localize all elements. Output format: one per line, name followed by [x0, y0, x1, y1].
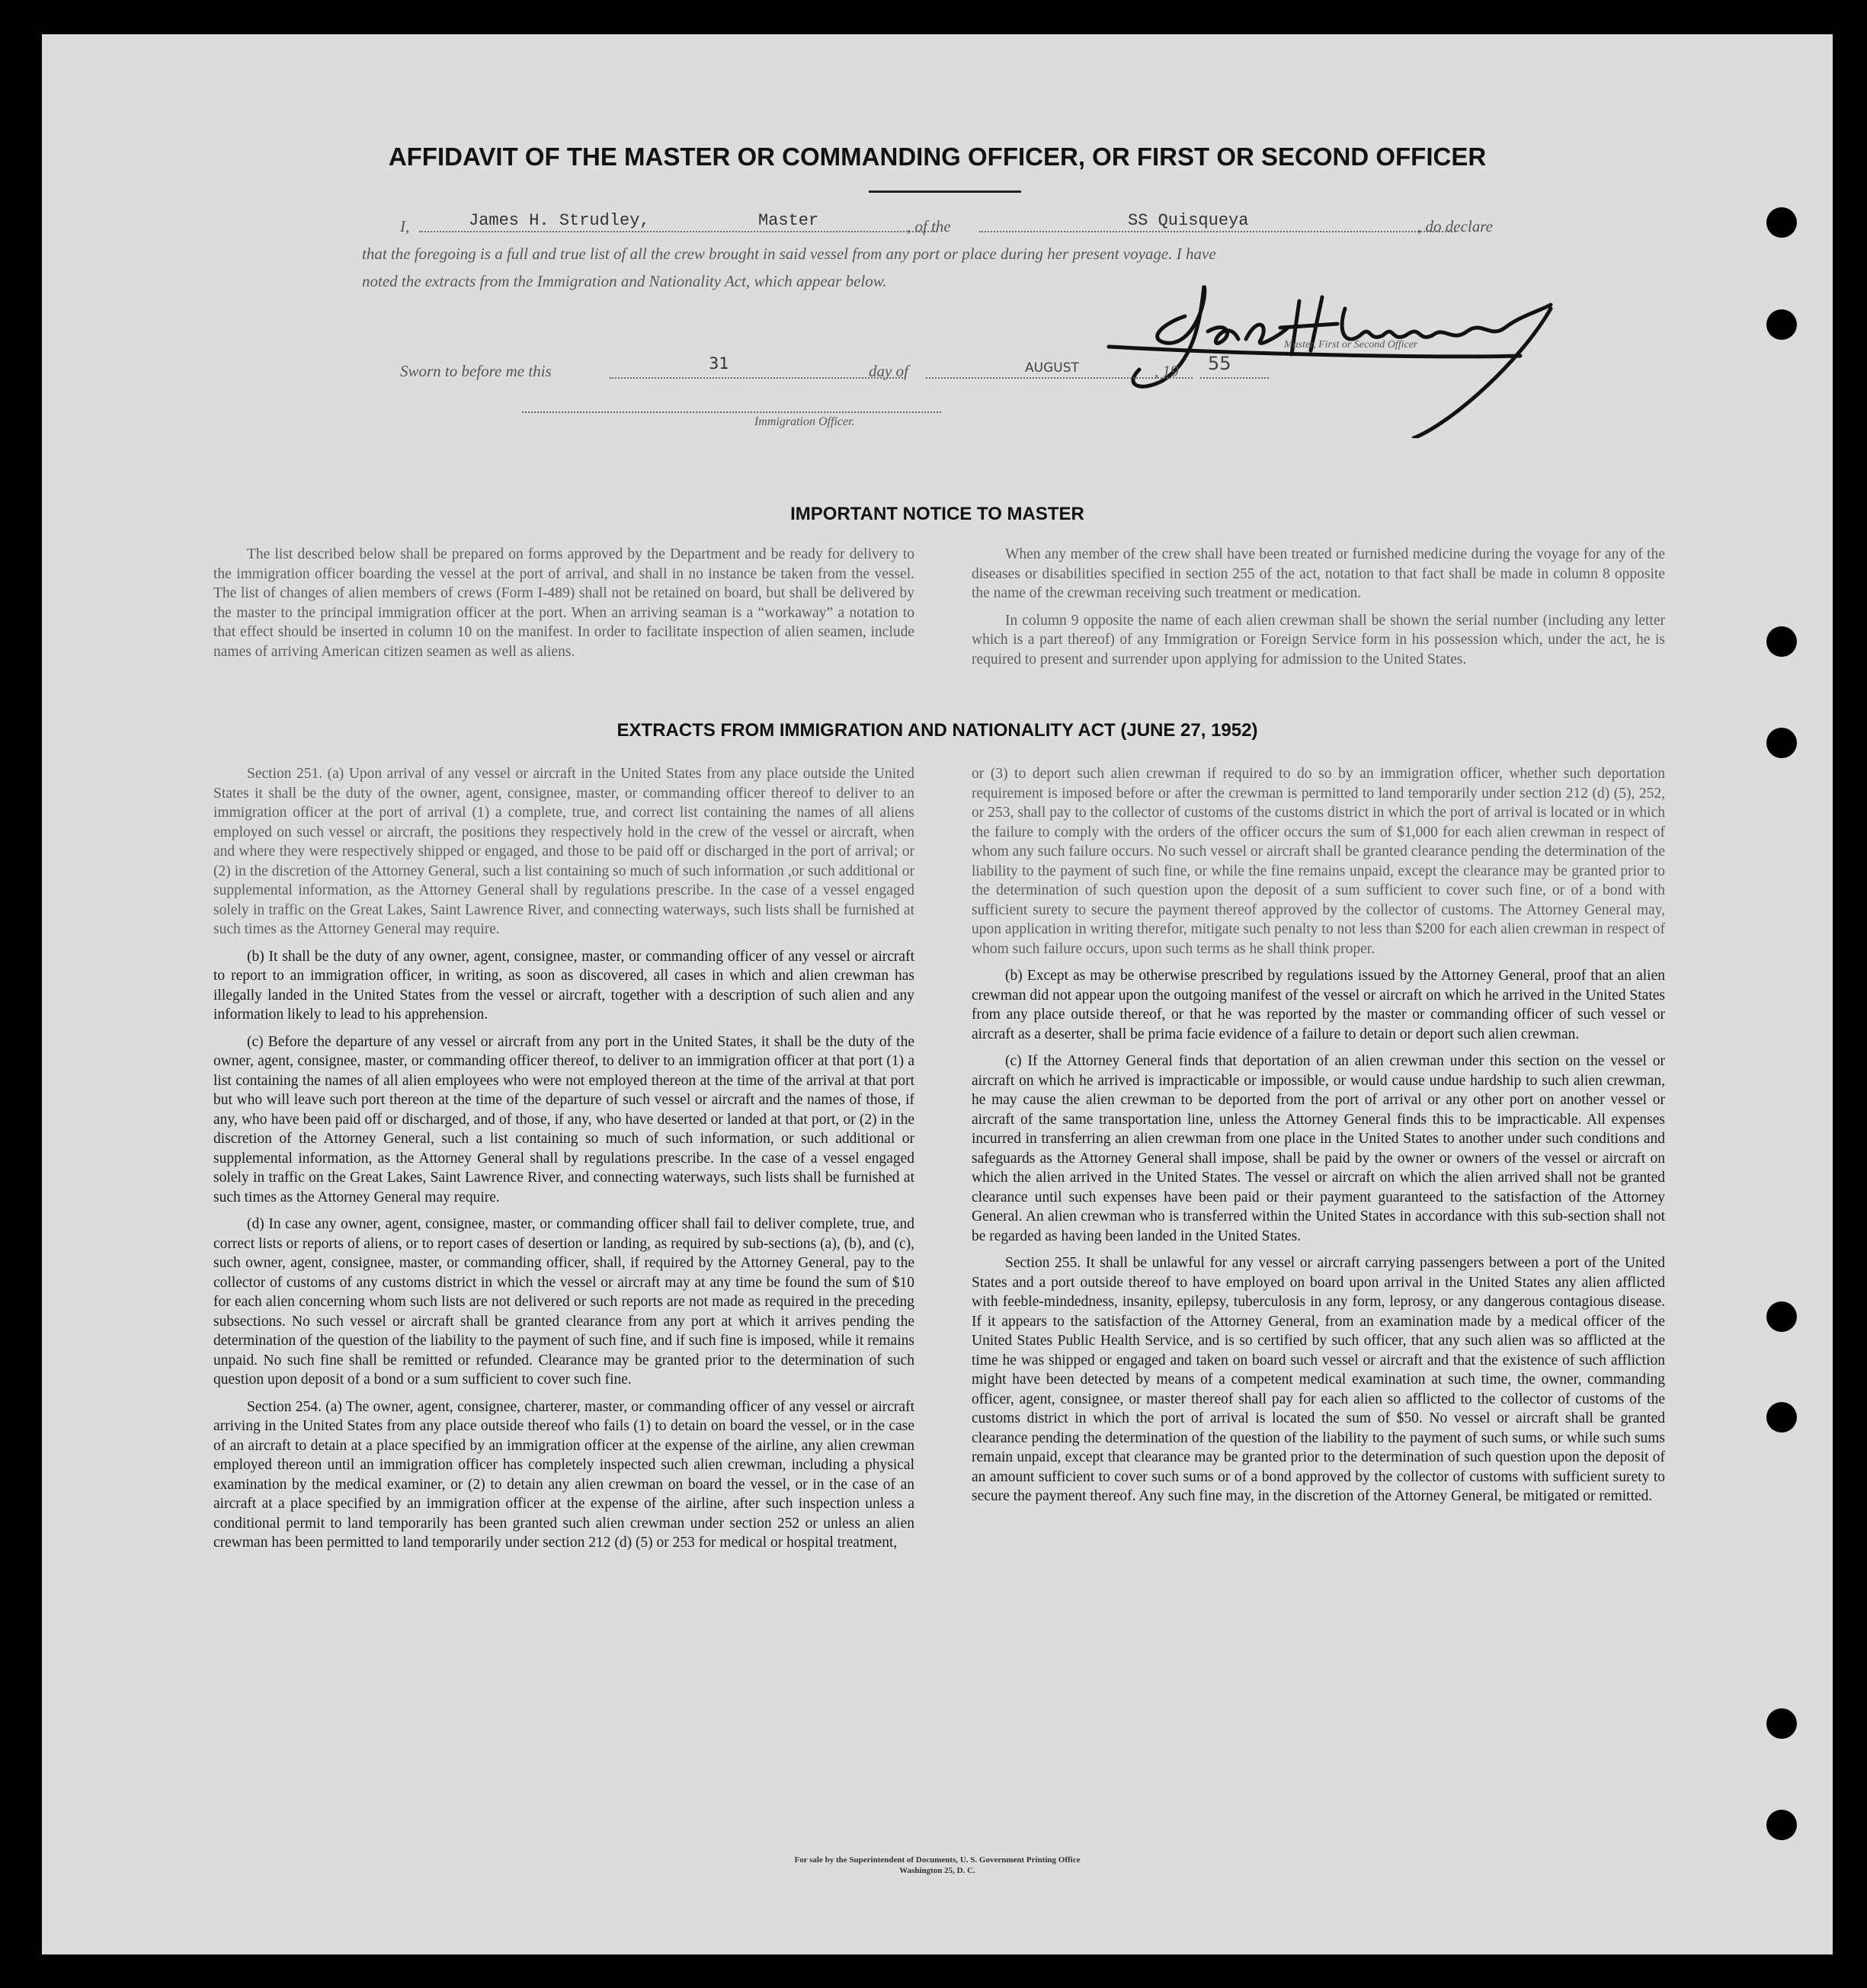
binder-hole [1766, 1301, 1797, 1332]
notice-right-column [972, 545, 1665, 677]
footer-line-1: For sale by the Superintendent of Documents, U. S. Government Printing Office [794, 1855, 1081, 1865]
vessel-line [979, 231, 1455, 232]
document-page [42, 34, 1833, 1954]
section-254-b: (b) Except as may be otherwise prescribed by regulations issued by the Attorney General, proof that an alien crewman did not appear upon the outgoing manifest of the vessel or aircraft on which he arrived in the United States from any place outside thereof, or that he was reported by the master or commanding officer of such vessel or aircraft as a deserter, shall be prima facie evidence of a failure to detain or deport such alien crewman. [972, 968, 1665, 1042]
binder-hole [1766, 1810, 1797, 1840]
notice-title: IMPORTANT NOTICE TO MASTER [790, 504, 1084, 524]
section-251-a: Section 251. (a) Upon arrival of any vessel or aircraft in the United States from any place outside the United States it shall be the duty of the owner, agent, consignee, master, or commanding officer thereof to deliver to an immigration officer at the port of arrival (1) a complete, true, and correct list containing the names of all aliens employed on such vessel or aircraft, the positions they respectively hold in the crew of the vessel or aircraft, when and where they were respectively shipped or engaged, and those to be paid off or discharged in the port of arrival; or (2) in the discretion of the Attorney General, such a list containing so much of such information ,or such additional or supplemental information, as the Attorney General shall by regulations prescribe. In the case of a vessel engaged solely in traffic on the Great Lakes, Saint Lawrence River, and connecting waterways, such lists shall be furnished at such times as the Attorney General may require. [213, 766, 914, 937]
binder-hole [1766, 728, 1797, 758]
sworn-month-line [926, 377, 1193, 379]
declaration-line-2: noted the extracts from the Immigration and Nationality Act, which appear below. [362, 272, 887, 290]
master-name: James H. Strudley, [469, 211, 650, 230]
section-254-a-continued: or (3) to deport such alien crewman if required to do so by an immigration officer, whether such deportation requirement is imposed before or after the crewman is permitted to land temporarily under section 212 (d) (5), 252, or 253, shall pay to the collector of customs of the customs district in which the port of arrival is located or in which the failure to comply with the orders of the officer occurs the sum of $1,000 for each alien crewman in respect of whom any such failure occurs. No such vessel or aircraft shall be granted clearance pending the determination of the liability to the payment of such fine, or while the fine remains unpaid, except the clearance may be granted prior to the determination of such question upon the deposit of a sum sufficient to cover such fine, or of a bond with sufficient surety to secure the payment thereof approved by the collector of customs. The Attorney General may, upon application in writing therefor, mitigate such penalty to not less than $200 for each alien crewman in respect of whom such failure occurs, upon such terms as he shall think proper. [972, 766, 1665, 957]
vessel-name: SS Quisqueya [1128, 211, 1249, 230]
extracts-right-column [972, 764, 1665, 1514]
section-254-a: Section 254. (a) The owner, agent, consignee, charterer, master, or commanding officer of any vessel or aircraft arriving in the United States from any place outside thereof who fails (1) to detain on board the vessel, or in the case of an aircraft to detain at a place specified by an immigration officer at the expense of the airline, any alien crewman employed thereon until an immigration officer has completely inspected such alien crewman, including a physical examination by the medical examiner, or (2) to detain any alien crewman on board the vessel, or in the case of an aircraft at a place specified by an immigration officer at the expense of the airline, after such inspection unless a conditional permit to land temporarily has been granted such alien crewman under section 252 or unless an alien crewman has been permitted to land temporarily under section 212 (d) (5) or 253 for medical or hospital treatment, [213, 1398, 914, 1551]
footer-line-2: Washington 25, D. C. [899, 1866, 975, 1875]
section-251-b: (b) It shall be the duty of any owner, agent, consignee, master, or commanding officer of any vessel or aircraft to report to an immigration officer, in writing, as soon as discovered, all cases in which and alien crewman has illegally landed in the United States from the vessel or aircraft, together with a description of such alien and any information likely to lead to his apprehension. [213, 948, 914, 1023]
binder-hole [1766, 1708, 1797, 1739]
year-prefix: , 19 [1154, 362, 1179, 380]
master-rank: Master [758, 211, 819, 230]
section-251-d: (d) In case any owner, agent, consignee, master, or commanding officer shall fail to deliver complete, true, and correct lists or reports of aliens, or to report cases of desertion or landing, as required by sub-sections (a), (b), and (c), such owner, agent, consignee, master, or commanding officer, shall, if required by the Attorney General, pay to the collector of customs of any customs district in which the vessel or aircraft may at any time be found the sum of $10 for each alien concerning whom such lists are not delivered or such reports are not made as required in the preceding subsections. No such vessel or aircraft shall be granted clearance from any port at which it arrives pending the determination of the question of the liability to the payment of such fine, and if such fine is imposed, while it remains unpaid. No such fine shall be remitted or refunded. Clearance may be granted prior to the determination of such question upon deposit of a bond or a sum sufficient to cover such fine. [213, 1216, 914, 1388]
year-suffix: 55 [1208, 353, 1231, 374]
notice-left-column [213, 545, 914, 669]
do-declare-label: , do declare [1417, 217, 1493, 235]
name-line [419, 231, 937, 232]
sworn-month: AUGUST [1025, 360, 1079, 376]
binder-hole [1766, 207, 1797, 238]
binder-hole [1766, 626, 1797, 657]
notice-right-paragraph-1: When any member of the crew shall have been treated or furnished medicine during the voyage for any of the diseases or disabilities specified in section 255 of the act, notation to that fact shall be made in column 8 opposite the name of the crewman receiving such treatment or medication. [972, 546, 1665, 601]
of-the-label: , of the [907, 217, 951, 235]
signature-caption: Master, First or Second Officer [1284, 339, 1418, 351]
officer-line [522, 411, 941, 413]
binder-hole [1766, 1402, 1797, 1433]
officer-caption: Immigration Officer. [754, 415, 855, 428]
year-line [1200, 377, 1269, 379]
day-of-label: day of [869, 362, 908, 380]
sworn-day-line [610, 377, 903, 379]
section-254-c: (c) If the Attorney General finds that deportation of an alien crewman under this section on the vessel or aircraft on which he arrived is impracticable or impossible, or would cause undue hardship to such alien crewman, he may cause the alien crewman to be deported from the port of arrival or any other port on another vessel or aircraft of the same transportation line, unless the Attorney General finds this to be impracticable. All expenses incurred in transferring an alien crewman from one place in the United States to another under such conditions and safeguards as the Attorney General shall impose, shall be paid by the owner or owners of the vessel or aircraft on which the alien arrived in the United States. The vessel or aircraft on which the alien arrived shall not be granted clearance until such expenses have been paid or their payment guaranteed to the satisfaction of the Attorney General. An alien crewman who is transferred within the United States in accordance with this sub-section shall not be regarded as having been landed in the United States. [972, 1053, 1665, 1244]
pronoun-label: I, [400, 217, 410, 235]
extracts-left-column [213, 764, 914, 1561]
binder-hole [1766, 309, 1797, 340]
section-255: Section 255. It shall be unlawful for any vessel or aircraft carrying passengers between a port of the United States and a port outside thereof to have employed on board upon arrival in the United States any alien afflicted with feeble-mindedness, insanity, epilepsy, tuberculosis in any form, leprosy, or any dangerous contagious disease. If it appears to the satisfaction of the Attorney General, from an examination made by a medical officer of the United States Public Health Service, and is so certified by such officer, that any such alien was so afflicted at the time he was shipped or engaged and taken on board such vessel or aircraft and that the existence of such affliction might have been detected by means of a competent medical examination at such time, the owner, commanding officer, agent, consignee, or master thereof shall pay for each alien so afflicted to the collector of customs of the customs district in which the port of arrival is located the sum of $50. No vessel or aircraft shall be granted clearance pending the determination of the question of the liability to the payment of such sums, or while such sums remain unpaid, except that clearance may be granted prior to the determination of such question upon the deposit of an amount sufficient to cover such sums or of a bond approved by the collector of customs with sufficient surety to secure the payment thereof. Any such fine may, in the discretion of the Attorney General, be mitigated or remitted. [972, 1255, 1665, 1504]
master-signature [1094, 271, 1627, 438]
title-rule [869, 190, 1021, 193]
declaration-line-1: that the foregoing is a full and true list of all the crew brought in said vessel from any port or place during her present voyage. I have [362, 245, 1216, 263]
section-251-c: (c) Before the departure of any vessel or aircraft from any port in the United States, it shall be the duty of the owner, agent, consignee, master, or commanding officer thereof, to deliver to an immigration officer at that port (1) a list containing the names of all alien employees who were not employed thereon at the time of the arrival at that port but who will leave such port thereon at the time of the departure of such vessel or aircraft and the names of those, if any, who have been paid off or discharged, and of those, if any, who have deserted or landed at that port, or (2) in the discretion of the Attorney General, such a list containing so much of such information, or such additional or supplemental information, as the Attorney General shall by regulations prescribe. In the case of a vessel engaged solely in traffic on the Great Lakes, Saint Lawrence River, and connecting waterways, such lists shall be furnished at such times as the Attorney General may require. [213, 1033, 914, 1205]
extracts-title: EXTRACTS FROM IMMIGRATION AND NATIONALITY ACT (JUNE 27, 1952) [616, 720, 1258, 741]
sworn-day: 31 [709, 354, 729, 373]
affidavit-title: AFFIDAVIT OF THE MASTER OR COMMANDING OFFICER, OR FIRST OR SECOND OFFICER [388, 142, 1487, 171]
sworn-label: Sworn to before me this [400, 362, 552, 380]
notice-right-paragraph-2: In column 9 opposite the name of each alien crewman shall be shown the serial number (including any letter which is a part thereof) of any Immigration or Foreign Service form in his possession which, under the act, he is required to present and surrender upon applying for admission to the United States. [972, 612, 1665, 667]
notice-left-paragraph: The list described below shall be prepared on forms approved by the Department and be ready for delivery to the immigration officer boarding the vessel at the port of arrival, and shall in no instance be taken from the vessel. The list of changes of alien members of crews (Form I-489) shall not be retained on board, but shall be delivered by the master to the principal immigration officer at the port. When an arriving seaman is a “workaway” a notation to that effect should be inserted in column 10 on the manifest. In order to facilitate inspection of alien seamen, include names of arriving American citizen seamen as well as aliens. [213, 546, 914, 660]
